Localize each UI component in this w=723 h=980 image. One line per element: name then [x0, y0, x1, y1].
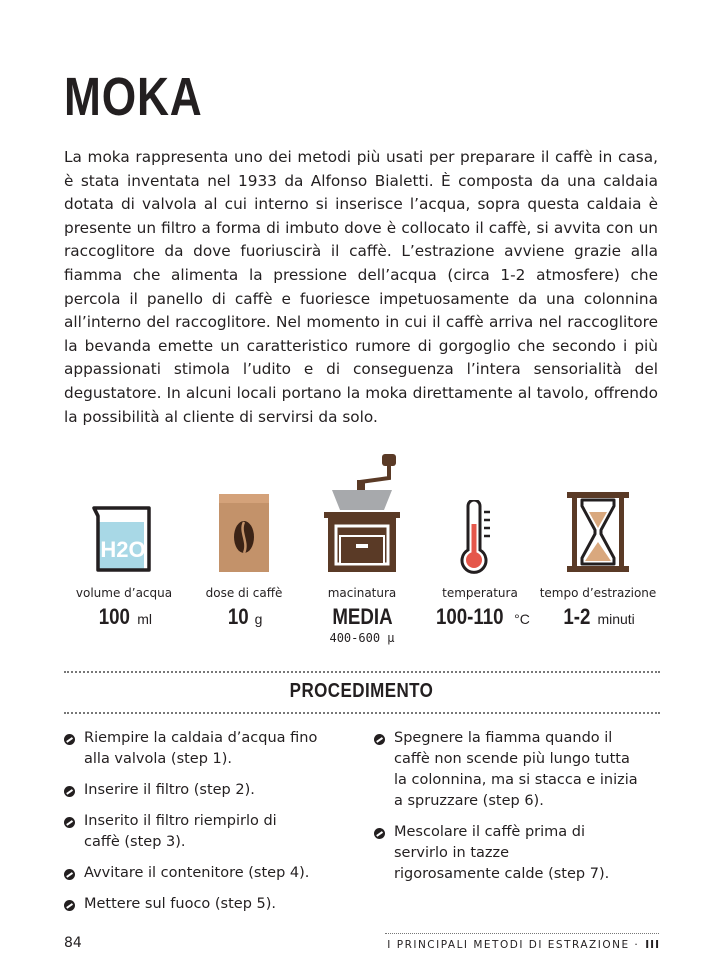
coffee-value: 10: [227, 604, 249, 629]
param-time: [538, 452, 658, 630]
temperature-unit: °C: [514, 611, 530, 627]
coffee-unit: g: [254, 611, 263, 627]
coffee-bean-bullet-icon: [374, 828, 385, 839]
coffee-bean-bullet-icon: [374, 734, 385, 745]
grind-microns: 400-600 µ: [329, 631, 395, 645]
list-item: Avvitare il contenitore (step 4).: [64, 863, 344, 884]
thermometer-icon: [456, 500, 504, 574]
water-unit: ml: [137, 611, 152, 627]
list-item: Mescolare il caffè prima di servirlo in tazze rigorosamente calde (step 7).: [374, 822, 664, 885]
param-water: [64, 452, 184, 630]
coffee-label: dose di caffè: [205, 586, 283, 600]
coffee-bean-bullet-icon: [64, 734, 75, 745]
coffee-bag-icon: [216, 492, 272, 574]
list-item: Inserito il filtro riempirlo di caffè (step 3).: [64, 811, 344, 853]
temperature-value: 100-110: [436, 604, 504, 629]
h2o-label: H2O: [100, 537, 146, 562]
time-value: 1-2: [563, 604, 591, 629]
water-label: volume d’acqua: [75, 586, 173, 600]
grind-value: MEDIA: [331, 604, 393, 629]
hourglass-icon: [565, 490, 631, 574]
coffee-bean-bullet-icon: [64, 869, 75, 880]
coffee-bean-bullet-icon: [64, 786, 75, 797]
param-grind: [302, 452, 422, 645]
footer-divider: [385, 933, 659, 934]
param-coffee: [184, 452, 304, 630]
time-label: tempo d’estrazione: [539, 586, 657, 600]
grind-label: macinatura: [327, 586, 397, 600]
temperature-label: temperatura: [442, 586, 518, 600]
coffee-bean-bullet-icon: [64, 817, 75, 828]
running-footer: I PRINCIPALI METODI DI ESTRAZIONE · III: [387, 939, 660, 951]
divider-bottom: [64, 712, 660, 714]
list-item: Riempire la caldaia d’acqua fino alla valvola (step 1).: [64, 728, 344, 770]
water-value: 100: [98, 604, 130, 629]
intro-paragraph: La moka rappresenta uno dei metodi più usati per preparare il caffè in casa, è stata inventata nel 1933 da Alfonso Bialetti. È composta da una caldaia dotata di valvola al cui interno si inserisce l’acqua, sopra questa caldaia è presente un filtro a forma di imbuto dove è collocato il caffè, si avvita con un raccoglitore da dove fuoriuscirà il caffè. L’estrazione avviene grazie alla fiamma che alimenta la pressione dell’acqua (circa 1-2 atmosfere) che percola il panello di caffè e fuoriesce impetuosamente da una colonnina all’interno del raccoglitore. Nel momento in cui il caffè arriva nel raccoglitore la bevanda emette un caratteristico rumore di gorgoglio che secondo i più appassionati stimola l’udito e di conseguenza l’intera sensorialità del degustatore. In alcuni locali portano la moka direttamente al tavolo, offrendo la possibilità al cliente di servirsi da solo.: [64, 148, 658, 426]
time-unit: minuti: [597, 611, 635, 627]
list-item: Mettere sul fuoco (step 5).: [64, 894, 344, 915]
coffee-grinder-icon: [316, 452, 408, 574]
page-number: 84: [64, 935, 82, 951]
list-item: Spegnere la fiamma quando il caffè non scende più lungo tutta la colonnina, ma si stacca e inizia a spruzzare (step 6).: [374, 728, 664, 812]
water-jug-icon: [89, 502, 159, 574]
procedure-right-list: [374, 728, 664, 895]
procedure-title: PROCEDIMENTO: [289, 680, 434, 702]
parameters-row: [64, 452, 664, 652]
divider-top: [64, 671, 660, 673]
param-temperature: [420, 452, 540, 630]
list-item: Inserire il filtro (step 2).: [64, 780, 344, 801]
page-title: MOKA: [64, 67, 203, 127]
procedure-left-list: [64, 728, 344, 925]
coffee-bean-bullet-icon: [64, 900, 75, 911]
